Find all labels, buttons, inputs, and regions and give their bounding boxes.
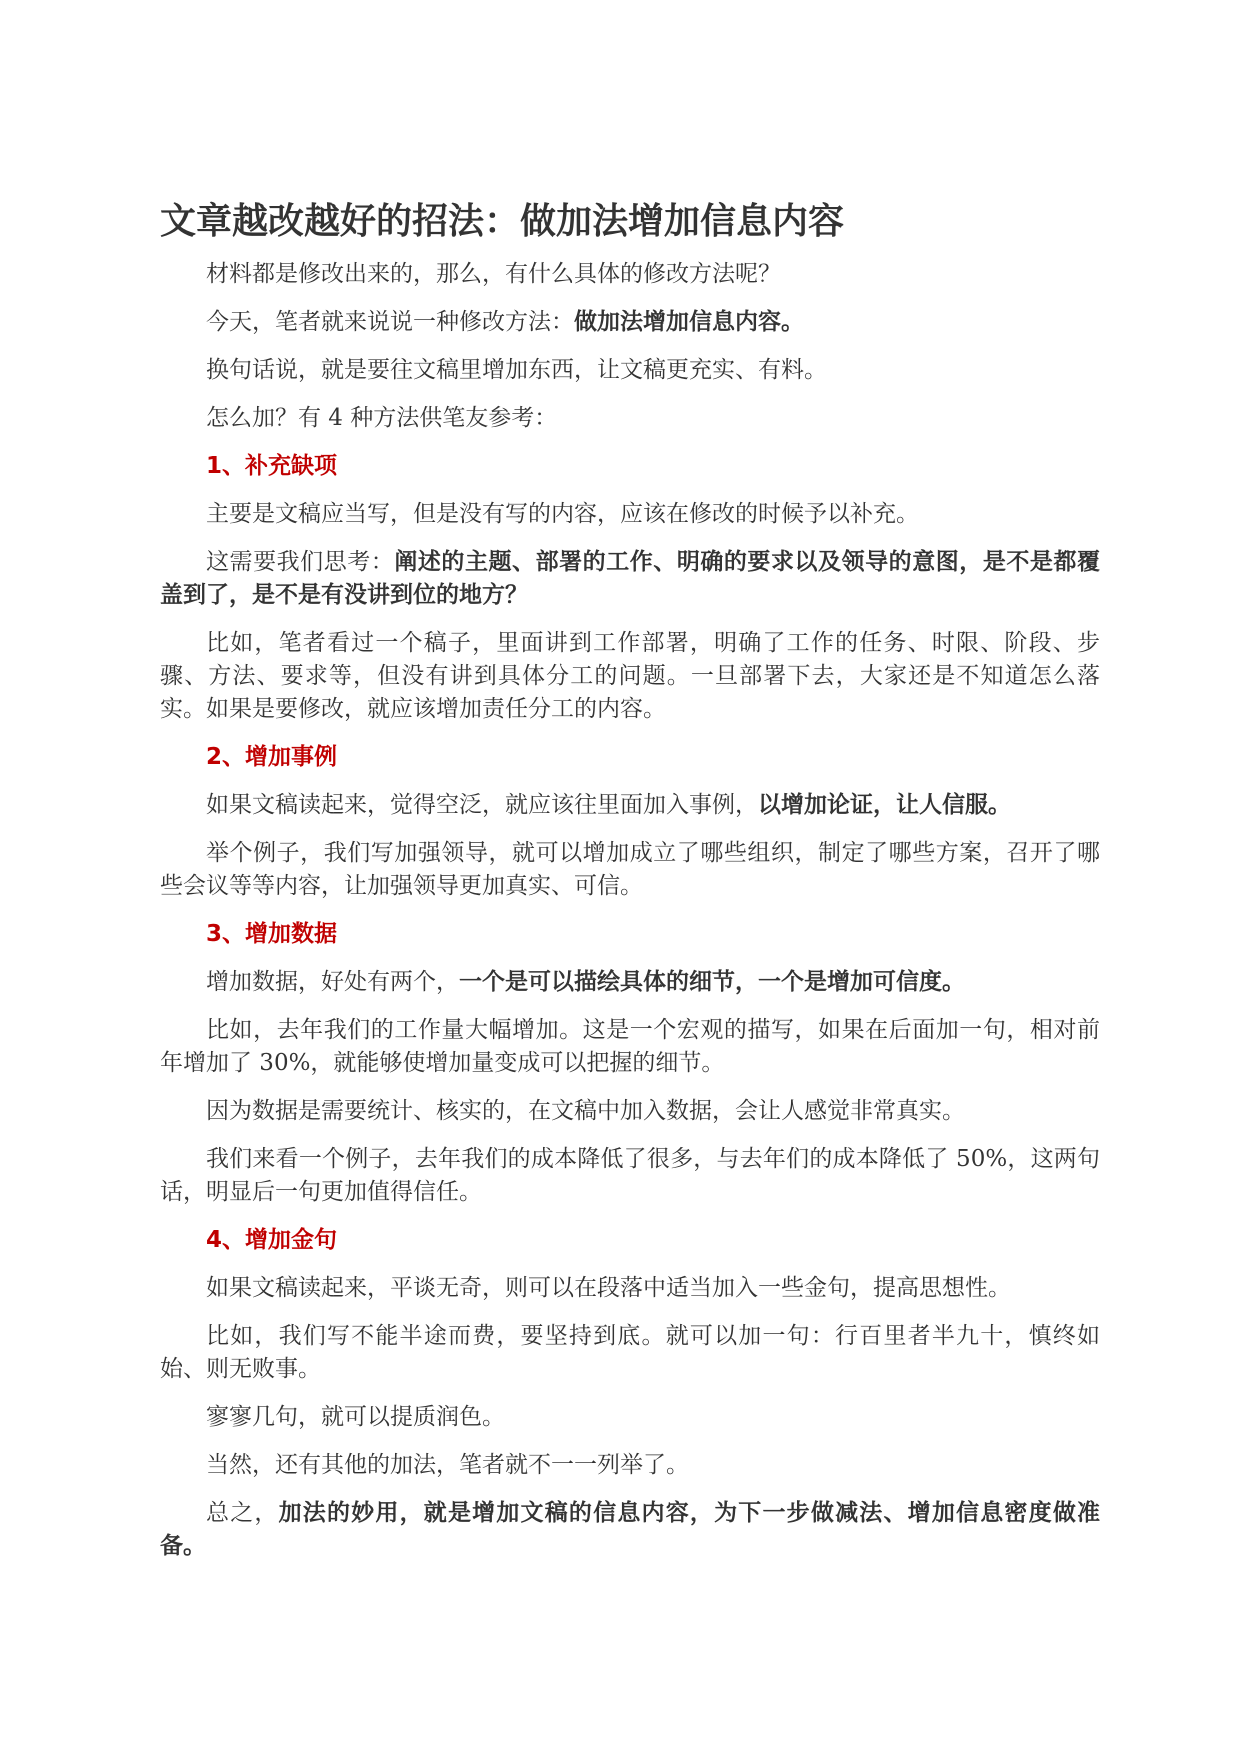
section-heading-3: 3、增加数据 [206, 921, 338, 947]
intro-paragraph-2-bold: 做加法增加信息内容。 [574, 309, 804, 335]
section-4-paragraph-2: 比如，我们写不能半途而费，要坚持到底。就可以加一句：行百里者半九十，慎终如始、则无败事。 [160, 1323, 1100, 1382]
section-3-paragraph-1 [160, 966, 1100, 999]
document-page [160, 196, 1100, 1578]
section-1-paragraph-2-text: 这需要我们思考： [206, 549, 395, 575]
section-2-paragraph-1-bold: 以增加论证，让人信服。 [758, 792, 1011, 818]
closing-paragraph-1: 当然，还有其他的加法，笔者就不一一列举了。 [206, 1452, 689, 1478]
section-1-paragraph-2 [160, 546, 1100, 612]
section-3-paragraph-1-text: 增加数据，好处有两个， [206, 969, 459, 995]
intro-paragraph-2-text: 今天，笔者就来说说一种修改方法： [206, 309, 574, 335]
section-1-paragraph-2-bold: 阐述的主题、部署的工作、明确的要求以及领导的意图，是不是都覆盖到了，是不是有没讲到位的地方？ [160, 549, 1101, 608]
section-4-paragraph-3: 寥寥几句，就可以提质润色。 [206, 1404, 505, 1430]
section-heading-1: 1、补充缺项 [206, 453, 338, 479]
section-3-paragraph-3: 因为数据是需要统计、核实的，在文稿中加入数据，会让人感觉非常真实。 [206, 1098, 965, 1124]
section-heading-4: 4、增加金句 [206, 1227, 338, 1253]
closing-paragraph-2-bold: 加法的妙用，就是增加文稿的信息内容，为下一步做减法、增加信息密度做准备。 [160, 1500, 1101, 1559]
section-3-paragraph-4: 我们来看一个例子，去年我们的成本降低了很多，与去年们的成本降低了 50%，这两句话，明显后一句更加值得信任。 [160, 1146, 1100, 1205]
section-2-paragraph-1-text: 如果文稿读起来，觉得空泛，就应该往里面加入事例， [206, 792, 758, 818]
section-4-paragraph-1: 如果文稿读起来，平谈无奇，则可以在段落中适当加入一些金句，提高思想性。 [206, 1275, 1011, 1301]
section-heading-2: 2、增加事例 [206, 744, 338, 770]
intro-paragraph-3: 换句话说，就是要往文稿里增加东西，让文稿更充实、有料。 [206, 357, 827, 383]
section-2-paragraph-1 [160, 789, 1100, 822]
intro-paragraph-2 [160, 306, 1100, 339]
intro-paragraph-1: 材料都是修改出来的，那么，有什么具体的修改方法呢？ [206, 261, 781, 287]
section-2-paragraph-2: 举个例子，我们写加强领导，就可以增加成立了哪些组织，制定了哪些方案，召开了哪些会议等等内容，让加强领导更加真实、可信。 [160, 840, 1100, 899]
section-3-paragraph-2: 比如，去年我们的工作量大幅增加。这是一个宏观的描写，如果在后面加一句，相对前年增加了 30%，就能够使增加量变成可以把握的细节。 [160, 1017, 1100, 1076]
section-1-paragraph-3: 比如，笔者看过一个稿子，里面讲到工作部署，明确了工作的任务、时限、阶段、步骤、方法、要求等，但没有讲到具体分工的问题。一旦部署下去，大家还是不知道怎么落实。如果是要修改，就应该增加责任分工的内容。 [160, 630, 1100, 722]
article-title: 文章越改越好的招法：做加法增加信息内容 [160, 201, 845, 242]
closing-paragraph-2 [160, 1497, 1100, 1563]
closing-paragraph-2-text: 总之， [206, 1500, 279, 1526]
section-1-paragraph-1: 主要是文稿应当写，但是没有写的内容，应该在修改的时候予以补充。 [206, 501, 919, 527]
intro-paragraph-4: 怎么加？有 4 种方法供笔友参考： [206, 405, 558, 431]
section-3-paragraph-1-bold: 一个是可以描绘具体的细节，一个是增加可信度。 [459, 969, 965, 995]
